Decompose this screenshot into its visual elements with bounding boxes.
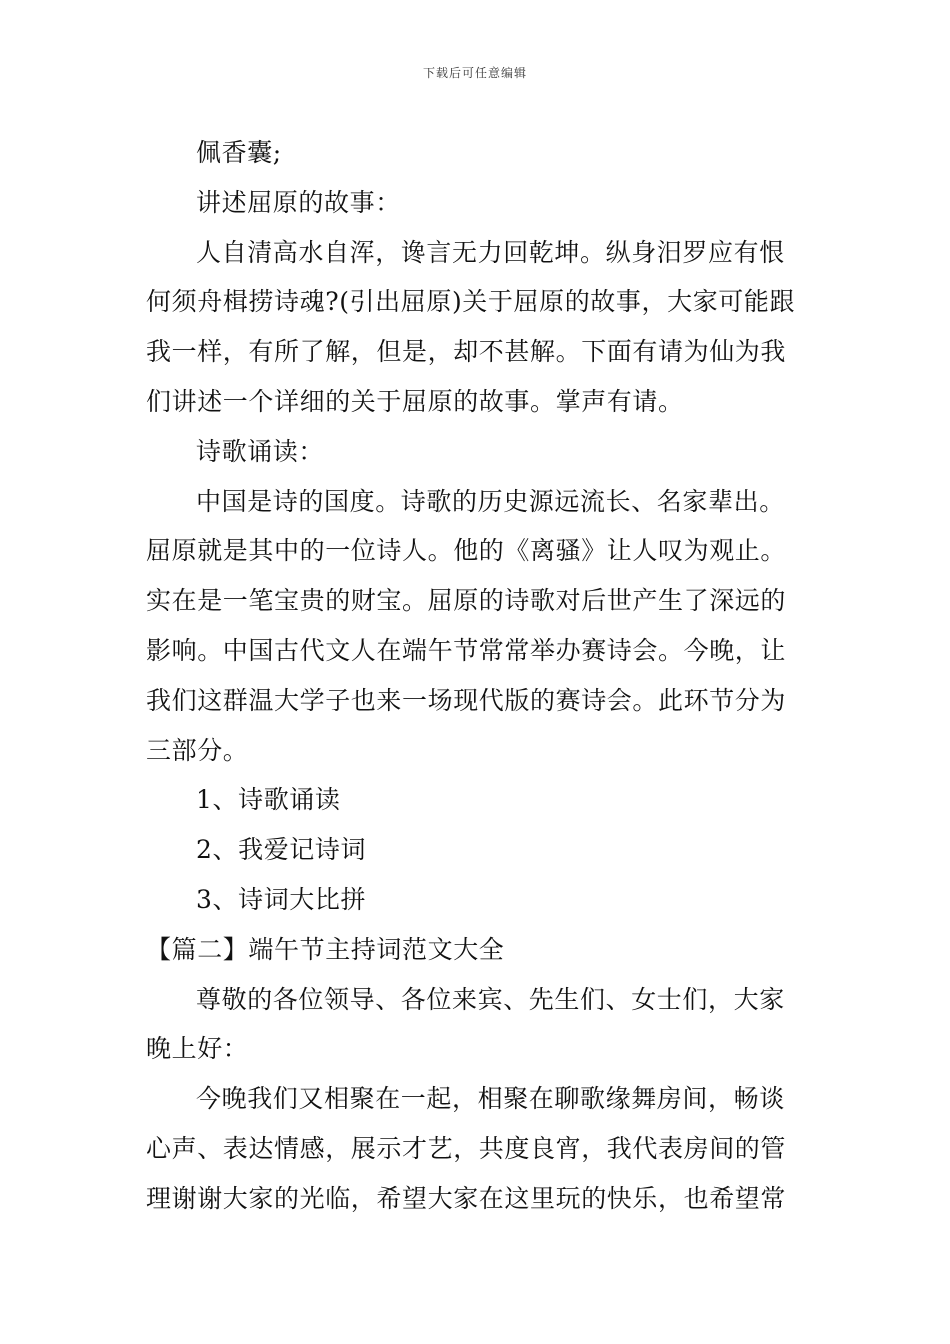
list-item: 3、诗词大比拼 — [196, 884, 367, 914]
text-line: 影响。中国古代文人在端午节常常举办赛诗会。今晚，让 — [146, 635, 787, 665]
text-line: 诗歌诵读： — [196, 436, 325, 466]
page-header: 下载后可任意编辑 — [422, 66, 527, 80]
text-line: 实在是一笔宝贵的财宝。屈原的诗歌对后世产生了深远的 — [146, 586, 787, 616]
text-line: 们讲述一个详细的关于屈原的故事。掌声有请。 — [146, 386, 684, 416]
list-item: 1、诗歌诵读 — [196, 785, 341, 815]
text-line: 讲述屈原的故事： — [196, 187, 401, 217]
text-line: 晚上好： — [146, 1034, 249, 1064]
document-body — [146, 128, 811, 1224]
text-line: 屈原就是其中的一位诗人。他的《离骚》让人叹为观止。 — [146, 536, 787, 566]
list-item: 2、我爱记诗词 — [196, 835, 367, 865]
text-line: 人自清高水自浑，谗言无力回乾坤。纵身汨罗应有恨 — [196, 237, 785, 267]
text-line: 中国是诗的国度。诗歌的历史源远流长、名家辈出。 — [196, 486, 785, 516]
text-line: 我们这群温大学子也来一场现代版的赛诗会。此环节分为 — [146, 685, 787, 715]
text-line: 理谢谢大家的光临，希望大家在这里玩的快乐，也希望常 — [146, 1183, 787, 1213]
text-line: 我一样，有所了解，但是，却不甚解。下面有请为仙为我 — [146, 337, 787, 367]
text-line: 心声、表达情感，展示才艺，共度良宵，我代表房间的管 — [146, 1133, 787, 1163]
text-line: 今晚我们又相聚在一起，相聚在聊歌缘舞房间，畅谈 — [196, 1084, 785, 1114]
section-heading: 【篇二】端午节主持词范文大全 — [146, 934, 505, 964]
text-line: 尊敬的各位领导、各位来宾、先生们、女士们，大家 — [196, 984, 785, 1014]
text-line: 何须舟楫捞诗魂?(引出屈原)关于屈原的故事，大家可能跟 — [146, 287, 796, 317]
text-line: 佩香囊; — [196, 138, 282, 167]
text-line: 三部分。 — [146, 735, 249, 765]
